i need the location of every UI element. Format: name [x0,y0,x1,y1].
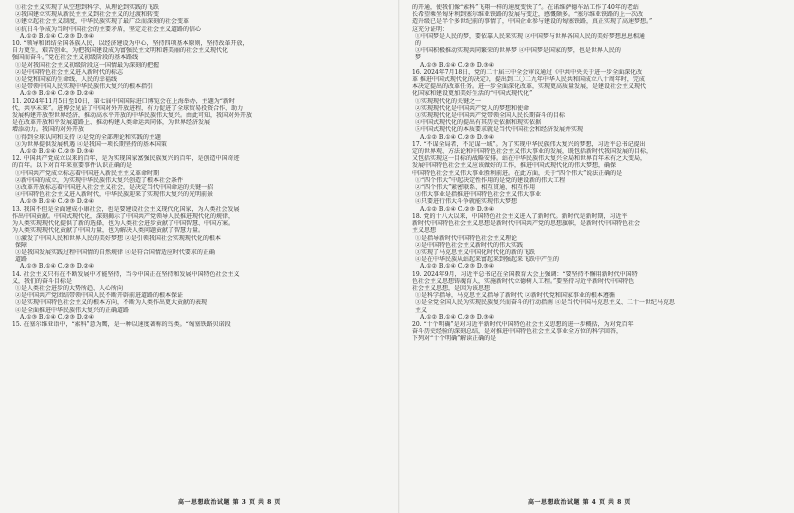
statement-option: ②是中国特色社会主义进入新时代的标志 [15,68,124,76]
question-text: 长希望乘坐匈牙利到塞尔维亚铁路的发展与变迁，感慨颇多。“塞尔维亚铁路的上一次改 [412,11,644,19]
statement-option: 道路 [15,256,28,264]
statement-option: ②是中国共产党团结带领中国人民不断开辟前进道路的根本保证 [15,292,184,300]
question-text: 强国而奋斗。”党在社会主义初级阶段的基本路线 [12,54,139,62]
answer-choices: A.①② B.①④ C.②③ D.③④ [420,133,495,141]
question-text: 15. 在塞尔维亚语中，“索科”意为鹰，是一种以速度著称的鸟类。“匈塞铁路贝诺段 [12,320,231,328]
statement-option: ③实现现代化是中国共产党带领全国人民长期奋斗的目标 [415,112,566,120]
statement-option: ③是党和国家的生命线、人民的幸福线 [15,76,118,84]
page-fold-divider [398,0,400,513]
statement-option: ④中国式现代化的提出有其历史依据和现实依据 [415,119,542,127]
question-text: 13. 我国不但是全面建成小康社会，也是要建设社会主义现代化国家，为人类社会发展 [12,205,240,213]
statement-option: ④是带领中国人民实现中华民族伟大复兴的根本指引 [15,83,154,91]
statement-option: ③实现了马克思主义中国化时代化的新的飞跃 [415,248,536,256]
statement-option: ②是中国特色社会主义新时代的伟大实践 [415,241,524,249]
page-3-column [12,4,387,490]
statement-option: ①“四个伟大”中起决定性作用的是党的建设新的伟大工程 [415,176,566,184]
page-4-column [412,4,787,490]
statement-option: ④是全面推进中华民族伟大复兴的正确道路 [15,306,130,314]
statement-option: ③建立起社会主义制度，中华民族实现了最广泛而深刻的社会变革 [15,18,190,26]
question-text: 的开通，使我们像“索科”飞翔一样的速度变快了”。在诺维萨德车站工作了40年的老站 [412,4,639,11]
statement-option: ①实现现代化的关键之一 [415,97,482,105]
question-text: 本决定提出的改革任务。进一步全面深化改革，实现更高质量发展，是建设社会主义现代 [412,83,647,91]
question-text: 增添动力。我国的对外开放 [12,126,85,134]
statement-option: 梦 [415,54,422,62]
statement-option: ③中国积极推动实现共同繁荣的世界梦 ④中国梦是国家的梦，也是世界人民的 [415,47,621,55]
question-text: 色社会主义思想铸魂育人，实施新时代立德树人工程。”要坚持习近平新时代中国特色 [412,277,635,285]
question-text: 的百年。以下对百年来重要事件认识正确的是 [12,162,133,170]
statement-option: ④是在中华民族从站起来富起来到强起来飞跃中产生的 [415,256,560,264]
question-text: 11. 2024年11月5日至10日，第七届中国国际进口博览会在上海举办，主题为“新时 [12,97,235,105]
question-text: 这充分证明： [412,25,449,33]
answer-choices: A.①③ B.①④ C.②③ D.②④ [20,90,95,98]
question-text: 自力更生，艰苦创业，为把我国建设成为富强民主文明和谐美丽的社会主义现代化 [12,47,229,55]
statement-option: ⑤中国式现代化的本质要求就是当代中国社会和经济发展并实现 [415,126,584,134]
answer-choices: A.①② B.①④ C.②③ D.③④ [420,205,495,213]
question-text: 为人类实现现代化贡献了中国力量，也为解决人类问题贡献了智慧力量。 [12,227,205,235]
question-text: 主义思想 [412,227,437,235]
question-text: 20. “十个明确”是对习近平新时代中国特色社会主义思想的进一步概括，为对党百年 [412,320,634,328]
statement-option: ①中国梦是人民的梦，要依靠人民来实现 ②中国梦与世界各国人民的美好梦想息息相通 [415,32,645,40]
statement-option: ②实现现代化是中国共产党人的梦想和使命 [415,104,530,112]
answer-choices: A.①② B.①④ C.②③ D.③④ [20,148,95,156]
statement-option: ④只要进行伟大斗争就能实现伟大梦想 [415,198,518,206]
question-text: 社会主义思想，是因为该思想 [412,284,491,292]
statement-option: ②新中国的成立，为实现中华民族伟大复兴创造了根本社会条件 [15,176,184,184]
answer-choices: A.①③ B.①④ C.②③ D.②④ [20,313,95,321]
statement-option: ①中国共产党成立标志着中国进入新民主主义革命时期 [15,169,160,177]
statement-option: ①得到全球认同和支持 ②是党的全部理论和实践的主题 [15,133,161,141]
statement-option: ①社会主义实现了从空想到科学、从理论到实践的飞跃 [15,4,160,11]
question-text: 17. “不谋全局者，不足谋一域”。为了实现中华民族伟大复兴的梦想，习近平总书记提出 [412,140,646,148]
statement-option: ③为世界提供发展机遇 ④是我国一项长期坚持的基本国策 [15,140,167,148]
answer-choices: A.①③ B.①④ C.②③ D.②④ [20,263,95,271]
question-text: 定的世界观、方法论和中国特色社会主义伟大事业的发展，既包括新时代我国发展的目标， [412,148,653,156]
statement-option: 的 [415,40,422,48]
question-text: 化国家和建设更加美好生活的“中国式现代化” [412,90,533,98]
statement-option: ①是指导新时代中国特色社会主义理论 [415,234,518,242]
question-text: 又包括实现这一目标的战略安排。站在中华民族伟大复兴全局和世界百年未有之大变局， [412,155,647,163]
question-text: 18. 党的十八大以来，中国特色社会主义进入了新时代。新时代是新时期，习近平 [412,212,628,220]
question-text: 10. “领导和团结全国各族人民，以经济建设为中心，坚持四项基本原则，坚持改革开放， [12,40,249,48]
statement-option: ③是全党全国人民为实现民族复兴而奋斗的行动指南 ④是当代中国马克思主义、二十一世纪马克思 [415,299,675,307]
statement-option: ④中国特色社会主义进入新时代，中华民族迎来了实现伟大复兴的光明前景 [15,191,214,199]
statement-option: ②我国建立实现从新民主主义到社会主义的过渡和转变 [15,11,160,19]
question-text: 作出中国贡献。中国式现代化，深刻揭示了中国共产党领导人民推进现代化的规律， [12,212,235,220]
statement-option: ③是实现中国特色社会主义的根本方向，不断为人类作出更大贡献的表现 [15,299,208,307]
statement-option: 主义 [415,306,428,314]
statement-option: ④抗日斗争成为当时中国社会的主要矛盾，坚定走社会主义道路的信心 [15,25,202,33]
statement-option: ①是对我国社会主义初级阶段这一国情最为深刻的把握 [15,61,160,69]
answer-choices: A.①② B.①④ C.②③ D.③④ [420,263,495,271]
statement-option: ③改革开放标志着中国进入社会主义社会，是决定当代中国命运的关键一招 [15,184,214,192]
statement-option: ①是科学指导，马克思主义指导了新时代 ②新时代党和国家事业的根本遵循 [415,292,615,300]
question-text: 为人类实现现代化提供了新的选择，也为人类社会进步贡献了中国智慧、中国方案。 [12,220,235,228]
statement-option: 保障 [15,241,28,249]
answer-choices: A.①② B.①④ C.②③ D.③④ [20,32,95,40]
question-text: 发展中国特色社会主义应该做好的工作，推进中国式现代化的伟大梦想，确保 [412,162,617,170]
answer-choices: A.①③ B.①④ C.②③ D.②④ [20,198,95,206]
statement-option: ③是我国发展实践过程中国情的自然规律 ④是符合国情适应时代要求的正确 [15,248,215,256]
question-text: 造升级已是半个多世纪前的事情了，中国企业参与建设的匈塞铁路，真正实现了高速梦想。” [412,18,653,26]
question-text: 发展构建开放型世界经济，推动高水平开放的中华民族伟大复兴。由此可知，我国对外开放 [12,112,253,120]
statement-option: ③伟大事业是指推进中国特色社会主义伟大事业 [415,191,542,199]
question-text: 12. 中国共产党成立以来的百年，是为实现国家富强民族复兴的百年，是创造中国奇迹 [12,155,240,163]
answer-choices: A.①② B.①④ C.②③ D.③④ [420,313,495,321]
answer-choices: A.①③ B.①④ C.②③ D.③④ [420,61,495,69]
statement-option: ①激发了中国人民和世界人民的美好梦想 ②是引领我国社会实现现代化的根本 [15,234,221,242]
question-text: 19. 2024年9月，习近平总书记在全国教育大会上强调：“要坚持不懈用新时代中国特 [412,270,638,278]
question-text: 14. 社会主义只有在不断发展中才能坚持，当今中国正在坚持和发展中国特色社会主义 [12,270,240,278]
question-text: 代，共享未来”。进博会见证了中国对外开放进程，有力促进了全球贸易投资合作，助力 [12,104,244,112]
question-text: 革 推进中国式现代化的决定》，提出到二〇二九年中华人民共和国成立八十周年时，完成 [412,76,645,84]
question-text: 是在改革开放和平发展道路上、推动构建人类命运共同体，为世界经济发展 [12,119,211,127]
statement-option: ②“四个伟大”紧密联系、相互贯通、相互作用 [415,184,536,192]
question-text: 下列对“十个明确”解读正确的是 [412,335,497,343]
question-text: 义，我们的奋斗目标是 [12,277,73,285]
statement-option: ①是人类社会进步的大势所趋、人心所向 [15,284,124,292]
question-text: 新时代中国特色社会主义思想是新时代中国共产党的思想旗帜，是新时代中国特色社会 [412,220,641,228]
page-footer-left: 高一思想政治试题 第 3 页 共 8 页 [178,499,281,506]
question-text: 中国特色社会主义伟大事业胜利前进。在此方面，关于“四个伟大”说法正确的是 [412,169,623,177]
page-footer-right: 高一思想政治试题 第 4 页 共 8 页 [528,499,631,506]
question-text: 奋斗历史经验的深刻总结，是对推进中国特色社会主义事业全方位的科学回答， [412,328,623,336]
question-text: 16. 2024年7月18日，党的二十届三中全会审议通过《中共中央关于进一步全面深化改 [412,68,643,76]
